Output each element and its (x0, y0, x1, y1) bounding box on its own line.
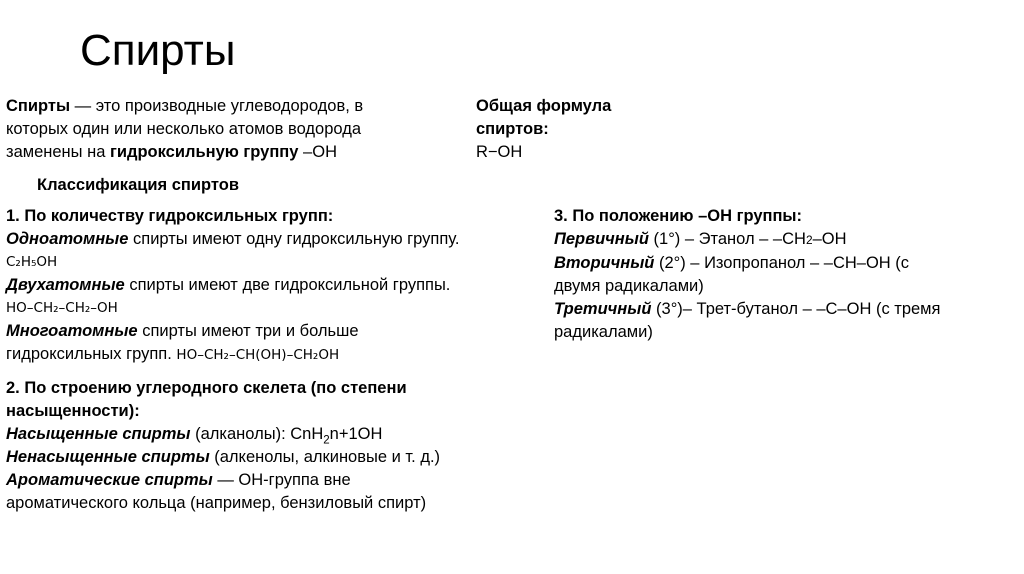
definition-line-3-end: –OH (298, 143, 337, 161)
definition-block (6, 95, 363, 164)
primary-term: Первичный (554, 230, 649, 248)
di-term: Двухатомные (6, 276, 125, 294)
saturated-subscript: 2 (323, 434, 330, 447)
aromatic-term: Ароматические спирты (6, 471, 213, 489)
mono-term: Одноатомные (6, 230, 129, 248)
tertiary-text: (3°)– Трет-бутанол – –C–OH (с тремя (651, 300, 941, 318)
tertiary-term: Третичный (554, 300, 652, 318)
saturated-text: (алканолы): CnH (190, 425, 324, 443)
general-formula-label-1: Общая формула (476, 97, 612, 115)
poly-text-2: гидроксильных групп. (6, 345, 177, 363)
primary-tail: –OH (812, 230, 847, 248)
section-1-heading: 1. По количеству гидроксильных групп: (6, 207, 334, 225)
definition-line-2: которых один или несколько атомов водорода (6, 120, 362, 138)
poly-term: Многоатомные (6, 322, 138, 340)
secondary-term: Вторичный (554, 254, 655, 272)
di-formula: HO–CH₂–CH₂–OH (6, 300, 118, 316)
mono-formula: C₂H₅OH (6, 254, 58, 270)
definition-line-1: — это производные углеводородов, в (70, 97, 364, 115)
classification-heading: Классификация спиртов (37, 176, 239, 194)
section-3-heading: 3. По положению –OH группы: (554, 207, 803, 225)
unsaturated-term: Ненасыщенные спирты (6, 448, 210, 466)
definition-bold: гидроксильную группу (109, 143, 299, 161)
tertiary-text-2: радикалами) (554, 323, 653, 341)
definition-term: Спирты (6, 97, 71, 115)
section-1 (6, 205, 459, 367)
section-3 (554, 205, 940, 344)
general-formula-block (476, 95, 611, 164)
poly-formula: HO–CH₂–CH(OH)–CH₂OH (176, 347, 340, 363)
aromatic-text-2: ароматического кольца (например, бензиловый спирт) (6, 494, 427, 512)
di-text: спирты имеют две гидроксильной группы. (124, 276, 451, 294)
saturated-term: Насыщенные спирты (6, 425, 191, 443)
saturated-tail: n+1OH (329, 425, 383, 443)
definition-line-3-start: заменены на (6, 143, 110, 161)
mono-text: спирты имеют одну гидроксильную группу. (128, 230, 460, 248)
secondary-text-2: двумя радикалами) (554, 277, 704, 295)
general-formula: R−OH (476, 143, 523, 161)
primary-subscript: 2 (805, 233, 813, 247)
poly-text: спирты имеют три и больше (137, 322, 359, 340)
unsaturated-text: (алкенолы, алкиновые и т. д.) (209, 448, 441, 466)
secondary-text: (2°) – Изопропанол – –CH–OH (с (654, 254, 910, 272)
section-2-heading-2: насыщенности): (6, 402, 140, 420)
section-2-heading-1: 2. По строению углеродного скелета (по степени (6, 379, 407, 397)
aromatic-text: — OH-группа вне (212, 471, 351, 489)
primary-text: (1°) – Этанол – –CH (648, 230, 806, 248)
general-formula-label-2: спиртов: (476, 120, 549, 138)
page-title: Спирты (80, 26, 236, 75)
section-2 (6, 377, 440, 515)
